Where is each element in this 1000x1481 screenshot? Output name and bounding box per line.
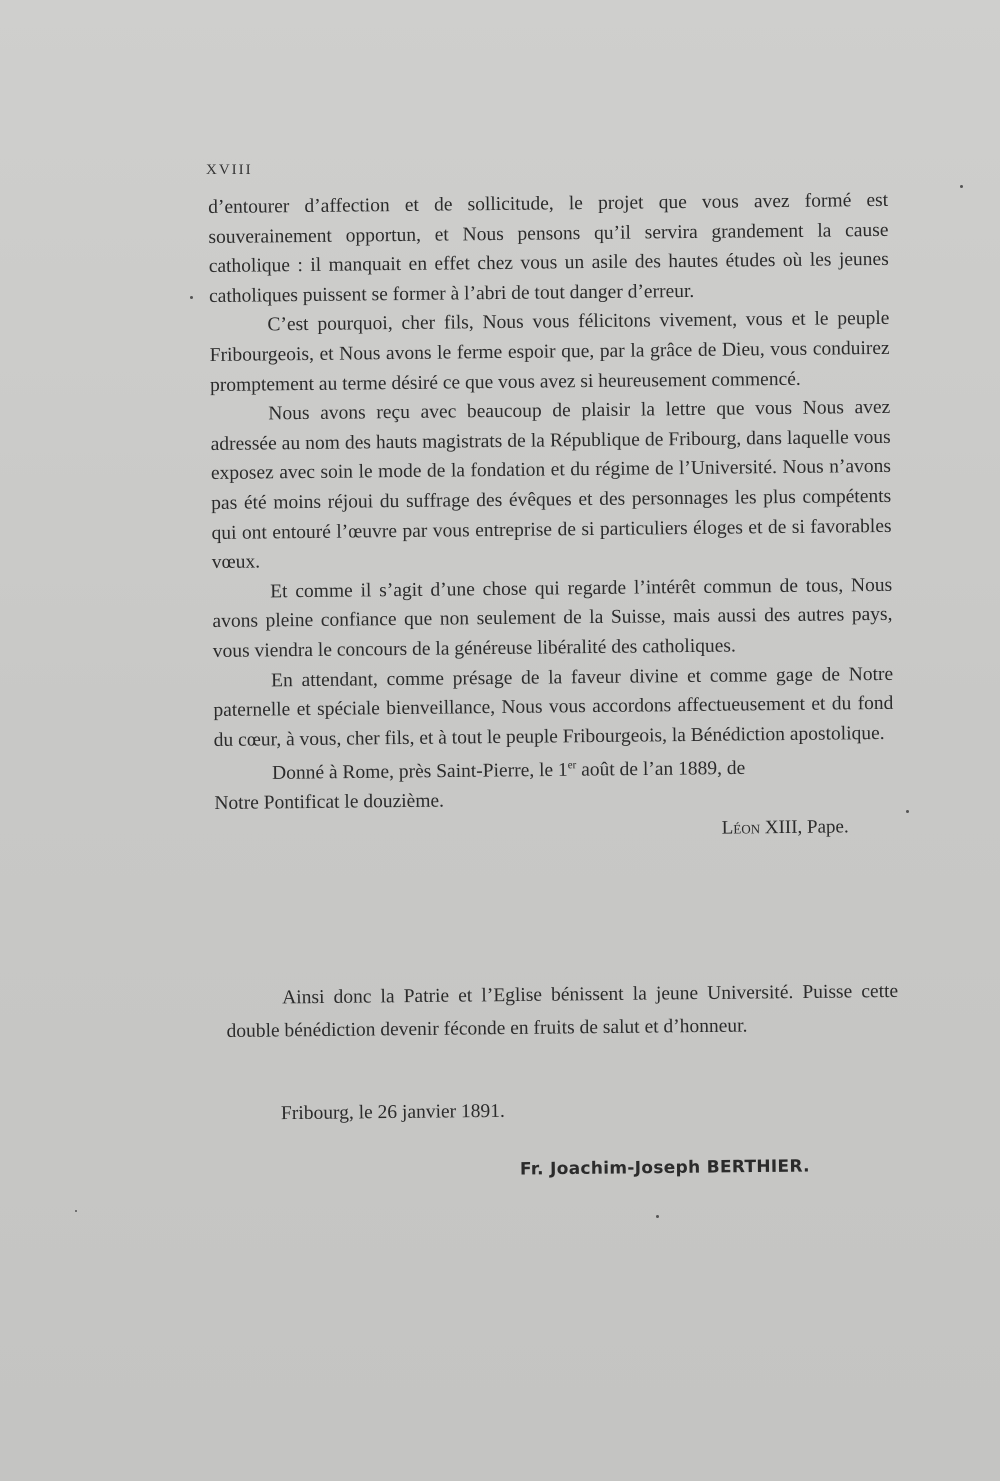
signature-title: XIII, Pape. [764, 816, 849, 839]
place-date: Fribourg, le 26 janvier 1891. [280, 1100, 505, 1125]
letter-body [208, 186, 895, 849]
dateline-end: août de l’an 1889, de [581, 758, 746, 781]
signature-name: Léon [721, 817, 761, 839]
closing-paragraph: Ainsi donc la Patrie et l’Eglise bénissent la jeune Université. Puisse cette double bénédiction devenir féconde en fruits de salut et d’honneur. [226, 980, 899, 1042]
dateline-second: Notre Pontificat le douzième. [214, 790, 445, 815]
author-signature: Fr. Joachim-Joseph BERTHIER. [519, 1156, 810, 1180]
paper-speck [190, 296, 193, 299]
paper-speck [656, 1215, 659, 1218]
paper-speck [960, 185, 963, 188]
dateline-day: 1 [557, 760, 568, 782]
paragraph-continuation: d’entourer d’affection et de sollicitude, le projet que vous avez formé est souverainement opportun, et Nous pensons qu’il servira grandement la cause catholique : il manquait en effet chez vous un asile des hautes études où les jeunes catholiques puissent se former à l’abri de tout danger d’erreur. [208, 189, 889, 307]
dateline-day-suffix: er [567, 759, 577, 772]
dateline-start: Donné à Rome, près Saint-Pierre, le [271, 760, 554, 785]
paragraph: C’est pourquoi, cher fils, Nous vous félicitons vivement, vous et le peuple Fribourgeois, et Nous avons le ferme espoir que, par la grâce de Dieu, vous conduirez promptement au terme désiré ce que vous avez si heureusement commencé. [209, 308, 890, 396]
paragraph: Et comme il s’agit d’une chose qui regarde l’intérêt commun de tous, Nous avons pleine confiance que non seulement de la Suisse, mais aussi des autres pays, vous viendra le concours de la généreuse libéralité des catholiques. [212, 574, 893, 662]
paragraph: En attendant, comme présage de la faveur divine et comme gage de Notre paternelle et spéciale bienveillance, Nous vous accordons affectueusement et du fond du cœur, à vous, cher fils, et à tout le peuple Fribourgeois, la Bénédiction apostolique. [213, 663, 894, 751]
paper-speck [906, 810, 909, 813]
paper-speck [75, 1210, 77, 1212]
paragraph: Nous avons reçu avec beaucoup de plaisir la lettre que vous Nous avez adressée au nom des hauts magistrats de la République de Fribourg, dans laquelle vous exposez avec soin le mode de la fondation et du régime de l’Université. Nous n’avons pas été moins réjoui du suffrage des évêques et des personnages les plus compétents qui ont entouré l’œuvre par vous entreprise de si particuliers éloges et de si favorables vœux. [210, 397, 892, 574]
page-number: XVIII [206, 162, 253, 178]
closing-section [226, 975, 899, 1048]
